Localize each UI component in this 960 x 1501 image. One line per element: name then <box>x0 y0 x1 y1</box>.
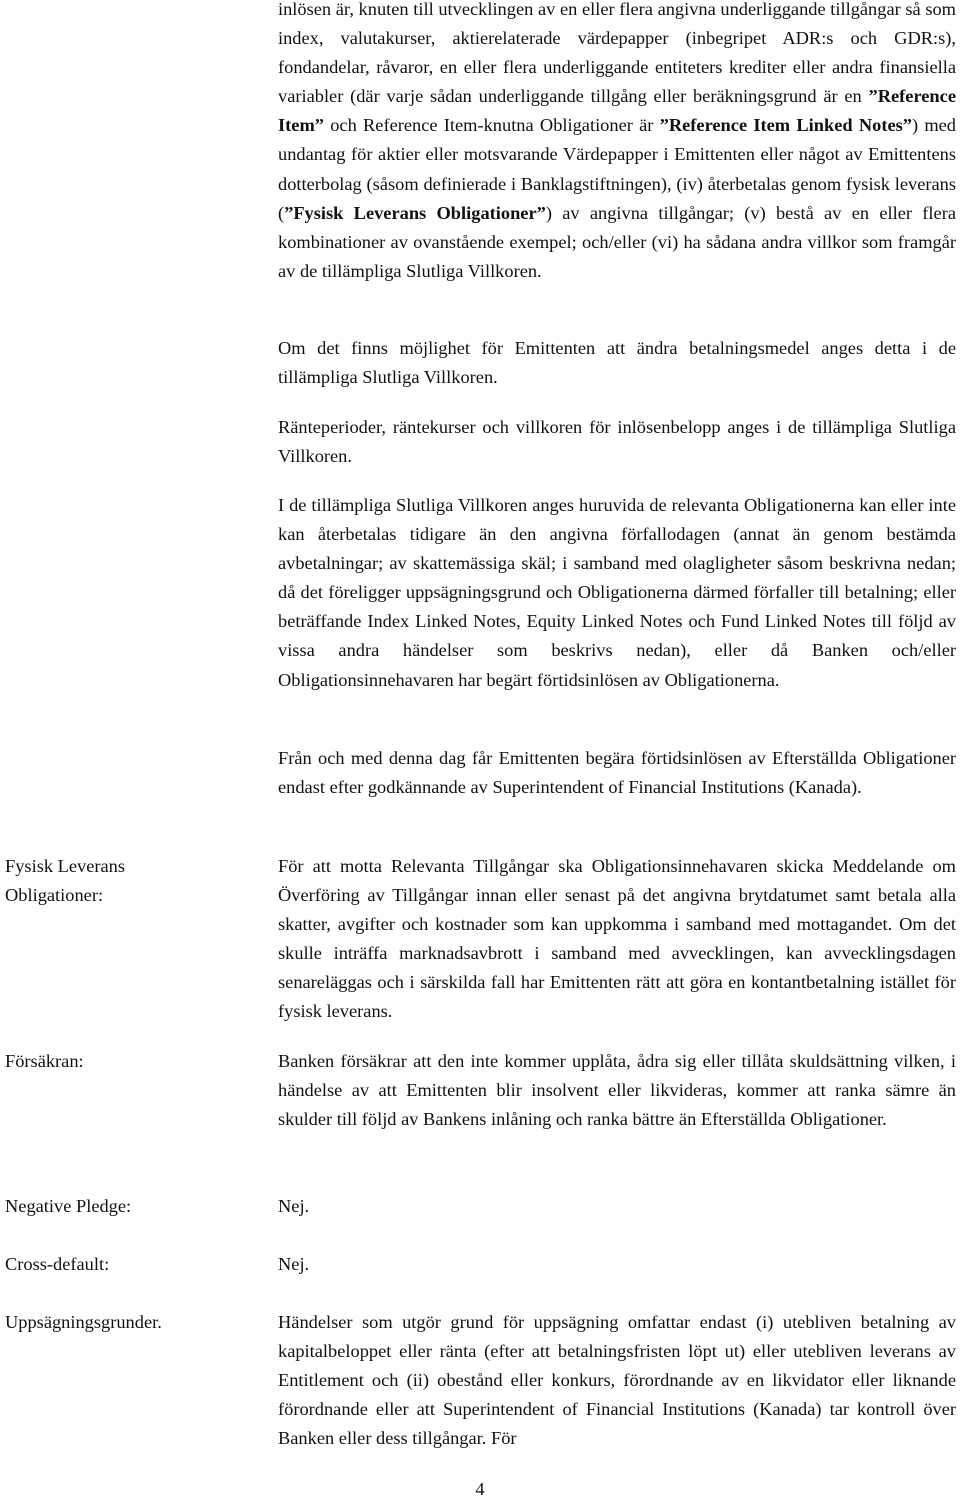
early-redemption-paragraph: I de tillämpliga Slutliga Villkoren anges huruvida de relevanta Obligationerna kan eller inte kan återbetalas tidigare än den angivna förfallodagen (annat än genom bestämda avbetalningar; av skattemässiga skäl; i samband med olagligheter såsom beskrivna nedan; då det föreligger uppsägningsgrund och Obligationerna därmed förfaller till betalning; eller beträffande Index Linked Notes, Equity Linked Notes och Fund Linked Notes till följd av vissa andra händelser som beskrivs nedan), eller då Banken och/eller Obligationsinnehavaren har begärt förtidsinlösen av Obligationerna. <box>278 495 956 690</box>
interest-periods-paragraph: Ränteperioder, räntekurser och villkoren för inlösenbelopp anges i de tillämpliga Slutliga Villkoren. <box>278 417 956 467</box>
continuation-paragraph <box>278 0 956 286</box>
subordinated-redemption-paragraph: Från och med denna dag får Emittenten begära förtidsinlösen av Efterställda Obligationer endast efter godkännande av Superintendent of Financial Institutions (Kanada). <box>278 748 956 798</box>
events-of-default-text: Händelser som utgör grund för uppsägning omfattar endast (i) utebliven betalning av kapitalbeloppet eller ränta (efter att betalningsfristen löpt ut) eller utebliven leverans av Entitlement och (ii) obestånd eller konkurs, förordnande av en likvidator eller liknande förordnande eller att Superintendent of Financial Institutions (Kanada) tar kontroll över Banken eller dess tillgångar. För <box>278 1312 956 1449</box>
continuation-text-3: ) med undantag för aktier eller motsvarande Värdepapper i Emittenten eller något av Emittentens dotterbolag (såsom definierade i Banklagstiftningen), (iv) återbetalas genom fysisk leverans ( <box>278 115 956 223</box>
page-number: 4 <box>475 1479 485 1499</box>
undertaking-label: Försäkran: <box>5 1051 84 1071</box>
term-reference-item-linked-notes: ”Reference Item Linked Notes” <box>659 115 912 136</box>
events-of-default-label: Uppsägningsgrunder. <box>5 1312 162 1332</box>
term-fysisk-leverans-obligationer: ”Fysisk Leverans Obligationer” <box>284 202 546 223</box>
term-reference-item: ”Reference Item” <box>278 86 956 136</box>
continuation-text-4: ) av angivna tillgångar; (v) bestå av en eller flera kombinationer av ovanstående exempel; och/eller (vi) ha sådana andra villkor som framgår av de tillämpliga Slutliga Villkoren. <box>278 202 956 281</box>
undertaking-text: Banken försäkrar att den inte kommer upplåta, ådra sig eller tillåta skuldsättning vilken, i händelse av att Emittenten blir insolvent eller likvideras, kommer att ranka sämre än skulder till följd av Bankens inlåning och ranka bättre än Efterställda Obligationer. <box>278 1051 956 1130</box>
cross-default-text: Nej. <box>278 1254 310 1274</box>
physical-delivery-text: För att motta Relevanta Tillgångar ska Obligationsinnehavaren skicka Meddelande om Överföring av Tillgångar innan eller senast på det angivna brytdatumet samt betala alla skatter, avgifter och kostnader som kan uppkomma i samband med mottagandet. Om det skulle inträffa marknadsavbrott i samband med avvecklingen, kan avvecklingsdagen senareläggas och i särskilda fall har Emittenten rätt att göra en kontantbetalning istället för fysisk leverans. <box>278 856 956 1022</box>
negative-pledge-label: Negative Pledge: <box>5 1196 132 1216</box>
continuation-text-1: inlösen är, knuten till utvecklingen av en eller flera angivna underliggande tillgångar så som index, valutakurser, aktierelaterade värdepapper (inbegripet ADR:s och GDR:s), fondandelar, råvaror, en eller flera underliggande entiteters krediter eller andra finansiella variabler (där varje sådan underliggande tillgång eller beräkningsgrund är en <box>278 0 956 107</box>
negative-pledge-text: Nej. <box>278 1196 310 1216</box>
payment-means-paragraph: Om det finns möjlighet för Emittenten att ändra betalningsmedel anges detta i de tillämpliga Slutliga Villkoren. <box>278 338 956 388</box>
cross-default-label: Cross-default: <box>5 1254 110 1274</box>
physical-delivery-label: Fysisk Leverans Obligationer: <box>5 856 126 906</box>
continuation-text-2: och Reference Item-knutna Obligationer är <box>323 115 660 136</box>
